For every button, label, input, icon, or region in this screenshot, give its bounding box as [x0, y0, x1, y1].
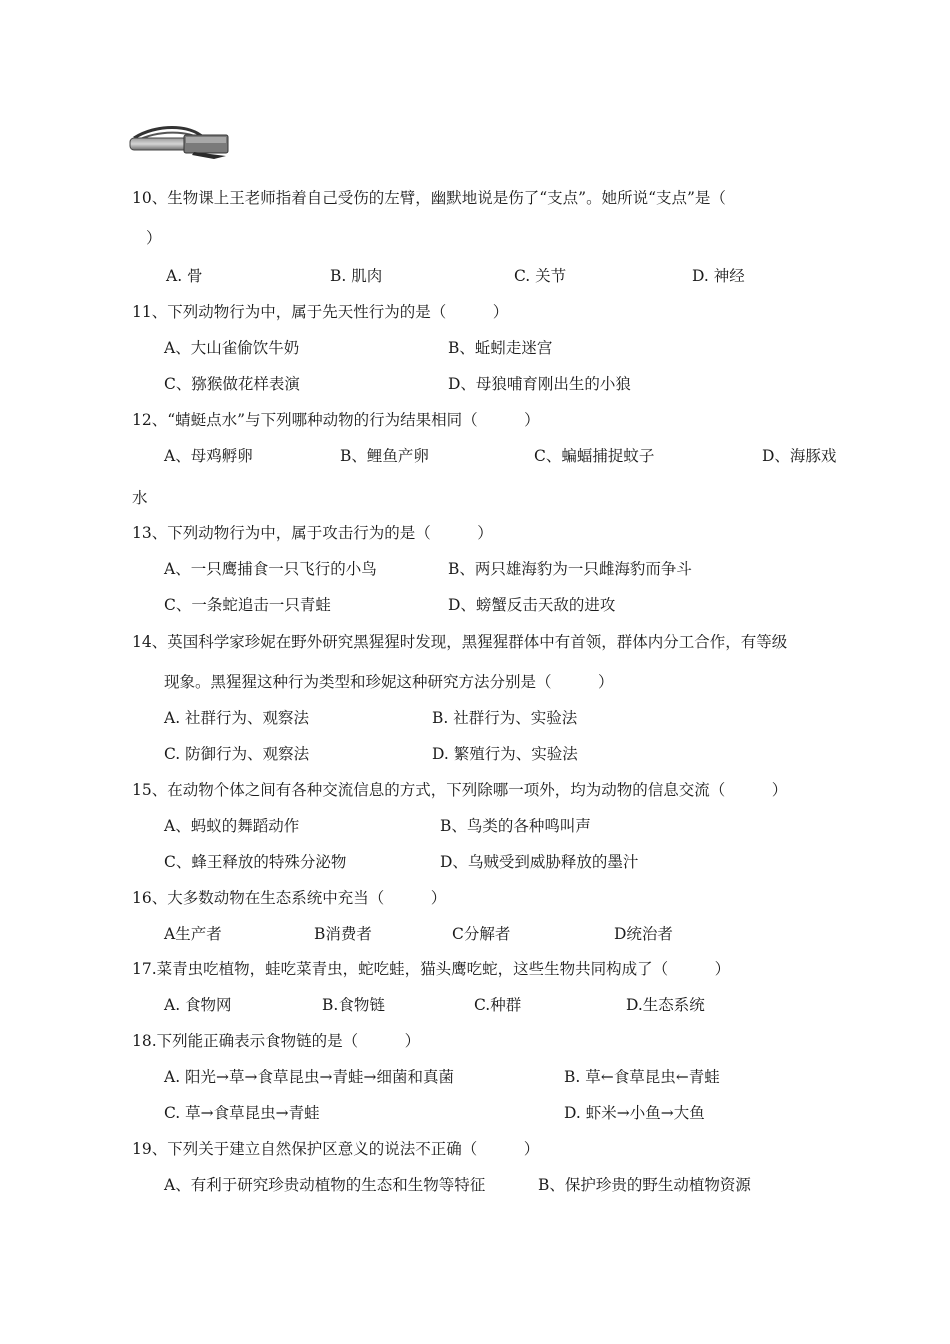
q12-option-a[interactable]: A、母鸡孵卵	[164, 447, 253, 465]
q18-option-c[interactable]: C. 草→食草昆虫→青蛙	[164, 1104, 320, 1122]
q17-option-d[interactable]: D.生态系统	[626, 996, 705, 1014]
q14-stem-cont: 现象。黑猩猩这种行为类型和珍妮这种研究方法分别是（ ）	[164, 673, 614, 691]
q14-option-c[interactable]: C. 防御行为、观察法	[164, 745, 310, 763]
q19-option-a[interactable]: A、有利于研究珍贵动植物的生态和生物等特征	[164, 1176, 486, 1194]
q10-option-d[interactable]: D. 神经	[692, 267, 745, 285]
q13-option-d[interactable]: D、螃蟹反击天敌的进攻	[448, 596, 616, 614]
q11-stem: 11、下列动物行为中，属于先天性行为的是（ ）	[132, 303, 509, 321]
q19-stem: 19、下列关于建立自然保护区意义的说法不正确（ ）	[132, 1140, 540, 1158]
q15-stem: 15、在动物个体之间有各种交流信息的方式，下列除哪一项外，均为动物的信息交流（ ）	[132, 781, 788, 799]
q13-stem: 13、下列动物行为中，属于攻击行为的是（ ）	[132, 524, 493, 542]
q18-option-d[interactable]: D. 虾米→小鱼→大鱼	[564, 1104, 705, 1122]
q13-option-c[interactable]: C、一条蛇追击一只青蛙	[164, 596, 331, 614]
q11-option-b[interactable]: B、蚯蚓走迷宫	[448, 339, 553, 357]
q12-option-d[interactable]: D、海豚戏	[762, 447, 837, 465]
q15-option-c[interactable]: C、蜂王释放的特殊分泌物	[164, 853, 347, 871]
arm-lever-figure	[128, 126, 230, 160]
q10-option-c[interactable]: C. 关节	[514, 267, 567, 285]
q17-option-c[interactable]: C.种群	[474, 996, 522, 1014]
q10-stem-cont: ）	[146, 229, 162, 247]
q10-option-a[interactable]: A. 骨	[166, 267, 203, 285]
q12-option-b[interactable]: B、鲤鱼产卵	[340, 447, 429, 465]
q13-option-b[interactable]: B、两只雄海豹为一只雌海豹而争斗	[448, 560, 692, 578]
q16-option-b[interactable]: B消费者	[314, 925, 372, 943]
q11-option-c[interactable]: C、猕猴做花样表演	[164, 375, 300, 393]
q15-option-b[interactable]: B、鸟类的各种鸣叫声	[440, 817, 591, 835]
q16-option-d[interactable]: D统治者	[614, 925, 673, 943]
q15-option-a[interactable]: A、蚂蚁的舞蹈动作	[164, 817, 300, 835]
q11-option-d[interactable]: D、母狼哺育刚出生的小狼	[448, 375, 631, 393]
q14-option-d[interactable]: D. 繁殖行为、实验法	[432, 745, 578, 763]
q18-option-a[interactable]: A. 阳光→草→食草昆虫→青蛙→细菌和真菌	[164, 1068, 454, 1086]
q12-option-d-cont: 水	[132, 489, 148, 507]
q13-option-a[interactable]: A、一只鹰捕食一只飞行的小鸟	[164, 560, 377, 578]
q16-stem: 16、大多数动物在生态系统中充当（ ）	[132, 889, 447, 907]
q11-option-a[interactable]: A、大山雀偷饮牛奶	[164, 339, 300, 357]
q12-option-c[interactable]: C、蝙蝠捕捉蚊子	[534, 447, 655, 465]
q19-option-b[interactable]: B、保护珍贵的野生动植物资源	[538, 1176, 751, 1194]
q18-option-b[interactable]: B. 草←食草昆虫←青蛙	[564, 1068, 720, 1086]
q17-option-a[interactable]: A. 食物网	[164, 996, 232, 1014]
q16-option-a[interactable]: A生产者	[164, 925, 222, 943]
q16-option-c[interactable]: C分解者	[452, 925, 511, 943]
q14-option-a[interactable]: A. 社群行为、观察法	[164, 709, 310, 727]
q18-stem: 18.下列能正确表示食物链的是（ ）	[132, 1032, 421, 1050]
q10-option-b[interactable]: B. 肌肉	[330, 267, 383, 285]
q17-option-b[interactable]: B.食物链	[322, 996, 385, 1014]
q14-stem: 14、英国科学家珍妮在野外研究黑猩猩时发现，黑猩猩群体中有首领，群体内分工合作，有等级	[132, 633, 788, 651]
q10-stem: 10、生物课上王老师指着自己受伤的左臂，幽默地说是伤了“支点”。她所说“支点”是（	[132, 189, 726, 207]
q17-stem: 17.菜青虫吃植物，蛙吃菜青虫，蛇吃蛙，猫头鹰吃蛇，这些生物共同构成了（ ）	[132, 960, 731, 978]
q14-option-b[interactable]: B. 社群行为、实验法	[432, 709, 578, 727]
q15-option-d[interactable]: D、乌贼受到威胁释放的墨汁	[440, 853, 639, 871]
q12-stem: 12、“蜻蜓点水”与下列哪种动物的行为结果相同（ ）	[132, 411, 540, 429]
